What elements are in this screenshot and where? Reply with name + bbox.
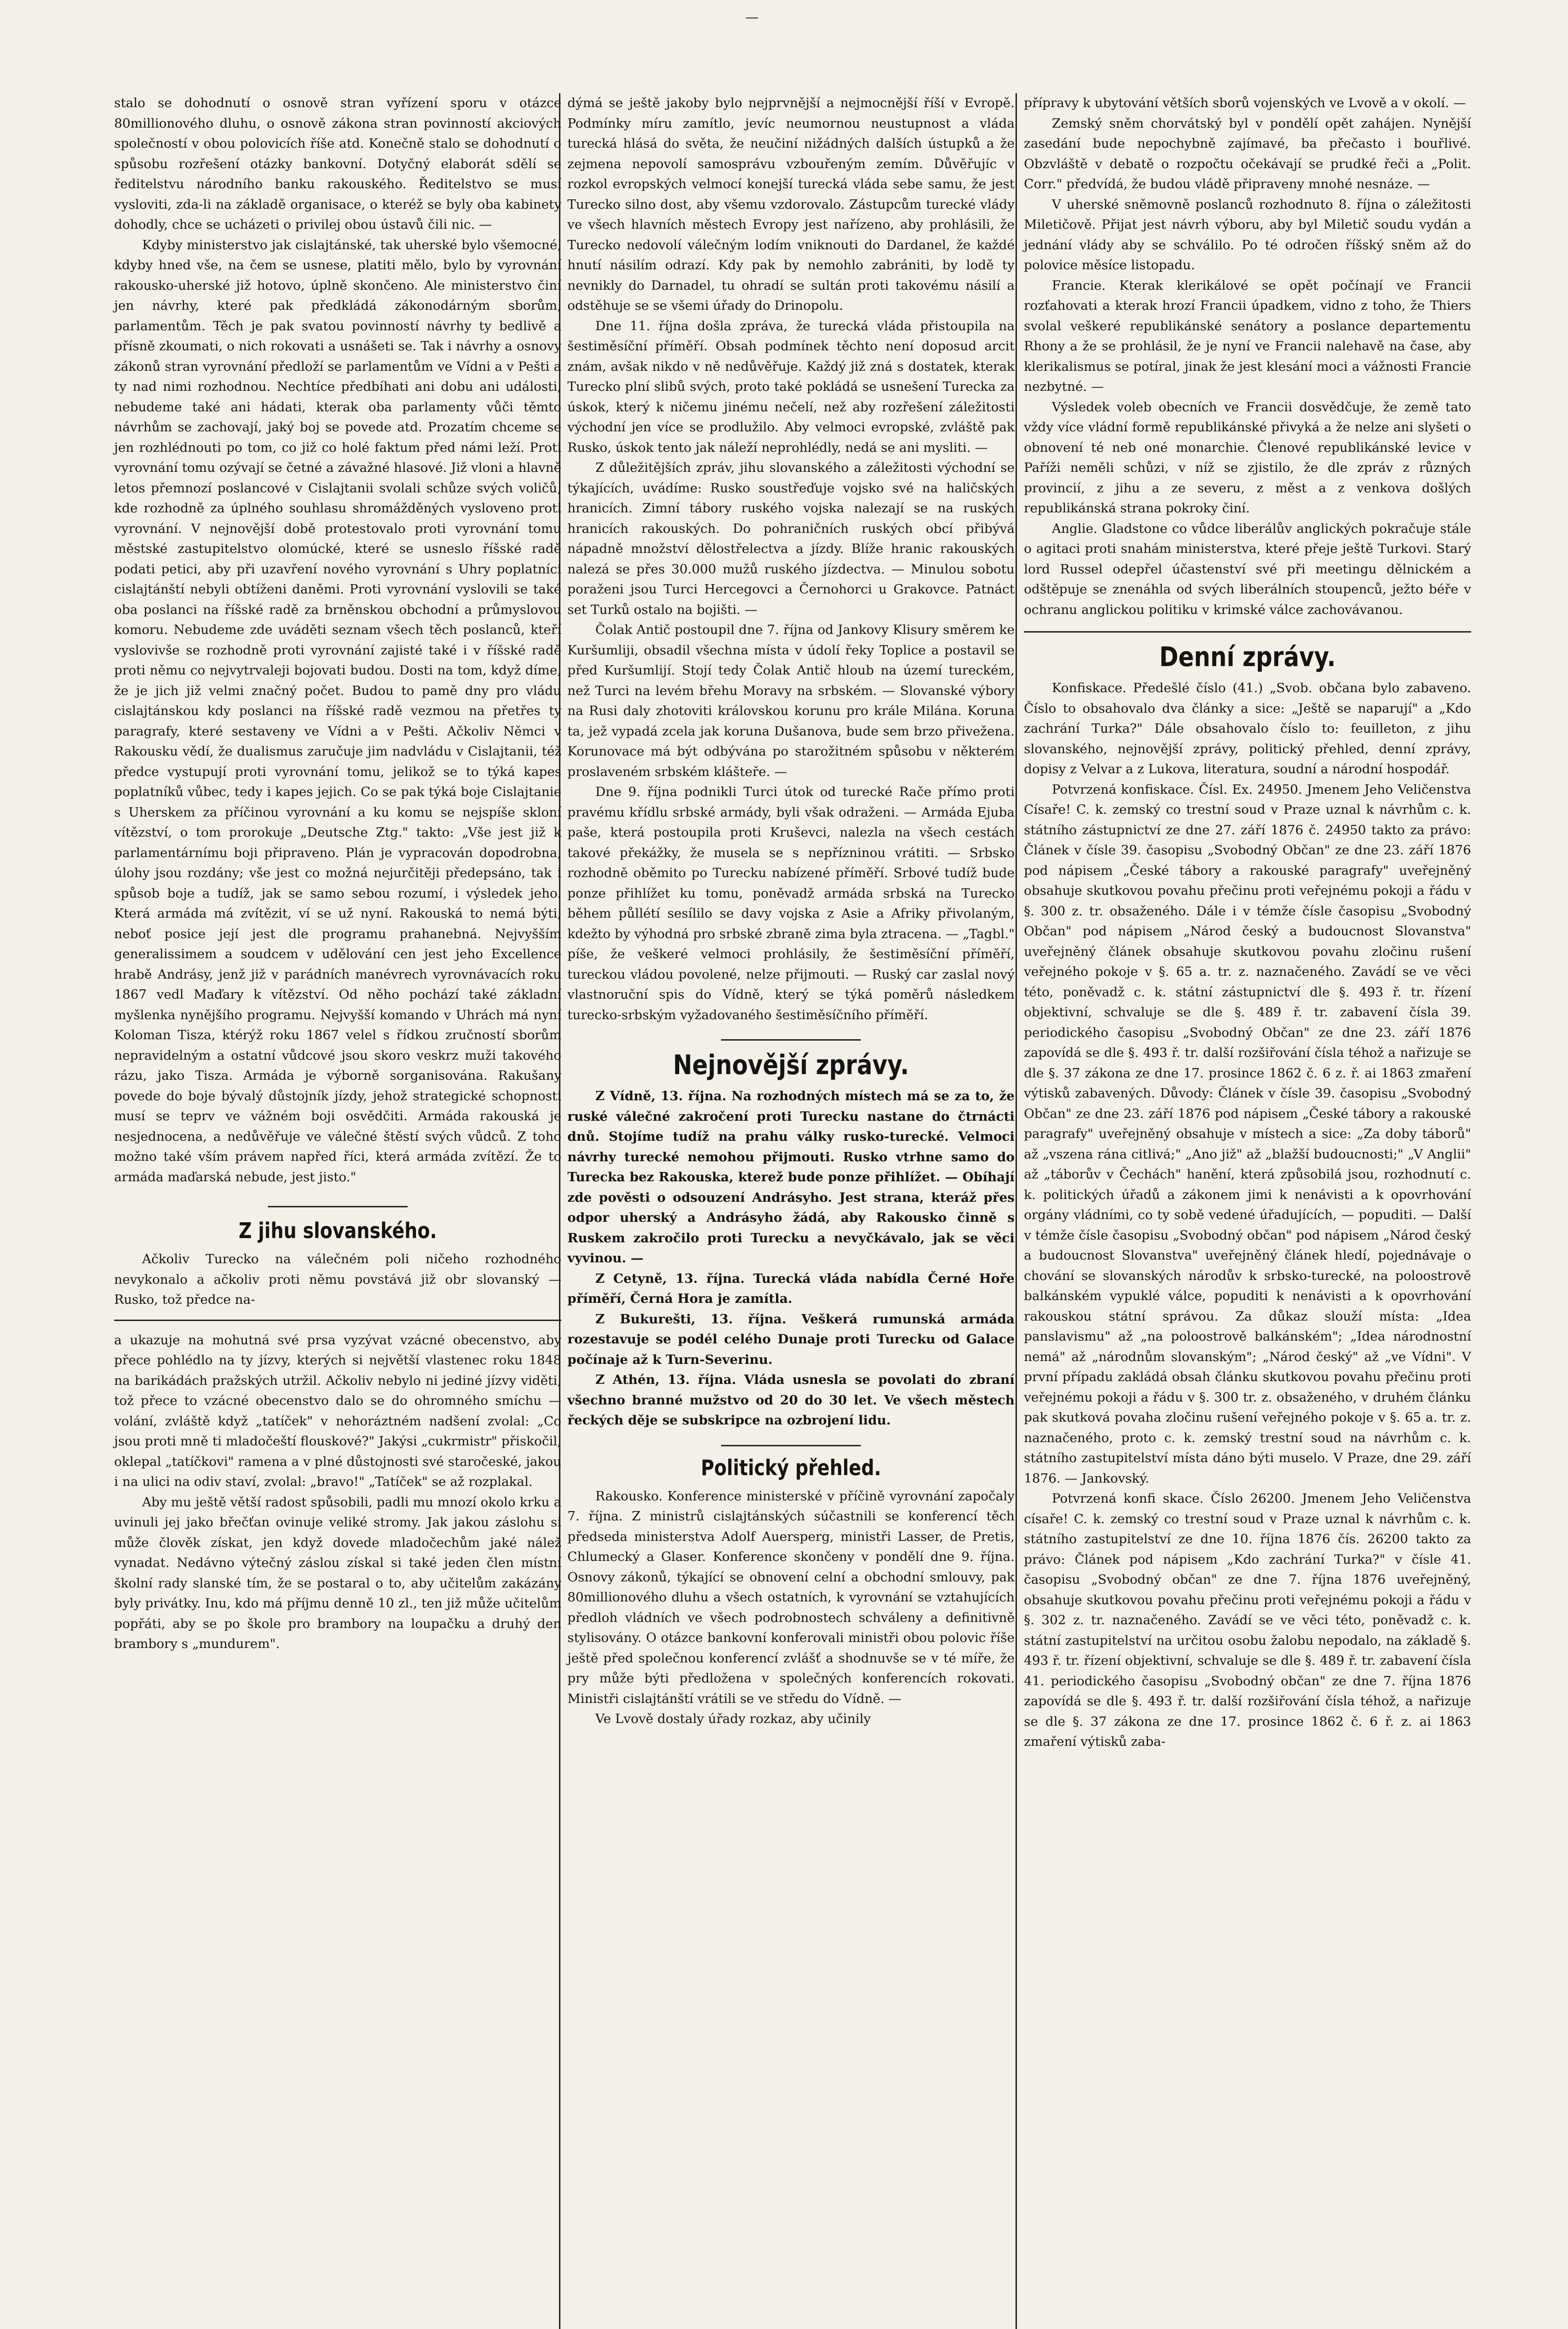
daily-potvrzena-konfiskace-2: Potvrzená konfi skace. Číslo 26200. Jmenem Jeho Veličenstva císaře! C. k. zemský co trestní soud v Praze uznal k návrhům c. k. státního zastupitelství ze dne 10. října 1876 čís. 26200 takto za právo: Článek pod nápisem „Kdo zachrání Turka?" v čísle 41. časopisu „Svobodný občan" ze dne 7. října 1876 uveřejněný, obsahuje skutkovou povahu přečinu proti veřejnému pokoji a řádu v §. 302 z. tr. naznačeného. Zavádí se ve věci této, poněvadž c. k. státní zastupitelství na určitou osobu žalobu nepodalo, na základě §. 493 ř. tr. řízení objektivní, schvaluje se dle §. 489 ř. tr. zabavení čísla 41. periodického časopisu „Svobodný občan" ze dne 7. října 1876 zapovídá se dle §. 493 ř. tr. další rozšiřování čísla téhož, a nařizuje se dle §. 37 zákona ze dne 17. prosince 1862 č. 6 ř. z. ai 1863 zmaření výtisků zaba-	[1024, 1491, 1471, 1749]
column-rule-2	[1016, 93, 1017, 2329]
column-2	[567, 93, 1015, 1730]
col2-paragraph-5: Dne 9. října podnikli Turci útok od turecké Rače přímo proti pravému křídlu srbské armády, byli však odraženi. — Armáda Ejuba paše, která postoupila proti Kruševci, nalezla na všech cestách takové překážky, že musela se s nepřízninou vrátiti. — Srbsko rozhodně oběmito po Turecku nabízené příměří. Srbové tudíž bude ponze přihlížet ku tomu, poněvadž armáda srbská na Turecko během půllétí sesílilo se davy vojska z Asie a Afriky přivolaným, kdežto by výhodná pro srbské zbraně zima byla ztracena. — „Tagbl." píše, že veškeré velmoci prohlásily, že šestiměsíční příměří, tureckou vládou povolené, nelze přijmouti. — Ruský car zaslal nový vlastnoruční spis do Vídně, který se týká poměrů následkem turecko-srbským vyžadovaného šestiměsíčního příměří.	[567, 784, 1015, 1022]
daily-potvrzena-konfiskace-1: Potvrzená konfiskace. Čísl. Ex. 24950. Jmenem Jeho Veličenstva Císaře! C. k. zemský co trestní soud v Praze uznal k návrhům c. k. státního zástupnictví ze dne 27. září 1876 č. 24950 takto za právo: Článek v čísle 39. časopisu „Svobodný Občan" ze dne 23. září 1876 pod nápisem „České tábory a rakouské paragrafy" uveřejněný obsahuje skutkovou povahu přečinu proti veřejnému pokoji a řádu v §. 300 z. tr. obsaženého. Dále i v témže čísle časopisu „Svobodný Občan" pod nápisem „Národ český a budoucnost Slovanstva" uveřejněný článek obsahuje skutkovou povahu zločinu rušení veřejného pokoje v §. 65 a. tr. z. naznačeného. Zavádí se ve věci této, poněvadž c. k. státní zástupnictví dle §. 493 ř. tr. řízení objektivní, schvaluje se dle §. 489 ř. tr. zabavení čísla 39. periodického časopisu „Svobodný Občan" ze dne 23. září 1876 zapovídá se dle §. 493 ř. tr. další rozšiřování čísla téhož a nařizuje se dle §. 37 zákona ze dne 17. prosince 1862 č. 6 z. ř. ai 1863 zmaření výtisků zabavených. Důvody: Článek v čísle 39. časopisu „Svobodný Občan" ze dne 23. září 1876 pod nápisem „České tábory a rakouské paragrafy" uveřejněný obsahuje v místech a sice: „Za doby táborů" až „vszena rána citlivá;" „Ano již" až „blažší budoucnosti;" „V Anglii" až „táborův v Čechách" hanění, která způsobilá jsou, rozhodnutí c. k. politických úřadů a zákonem jimi k nenávisti a k opovrhování orgány vládními, co ty sobě vedené úřadujících, — popuditi. — Další v témže čísle časopisu „Svobodný občan" pod nápisem „Národ český a budoucnost Slovanstva" uveřejněný článek hledí, pojednávaje o chování se slovanských národův k srbsko-turecké, na poloostrově balkánském vypuklé válce, popuditi k nenávisti a k opovrhování rakouskou státní správou. Za důkaz slouží místa: „Idea panslavismu" až „na poloostrově balkánském"; „Idea národnostní nemá" až „národnům slovanským"; „Národ český" až „ve Vídni". V první případu zakládá obsah článku skutkovou povahu přečinu proti veřejnému pokoji a řádu v §. 300 tr. z. obsaženého, v druhém článku pak skutková povaha zločinu rušení veřejného pokoje v §. 65 a. tr. z. naznačeného, proto c. k. zemský trestní soud na návrhům c. k. státního zastupitelství místa dáno býti muselo. V Praze, dne 29. září 1876. — Jankovský.	[1024, 782, 1471, 1486]
col2-paragraph-1: dýmá se ještě jakoby bylo nejprvnější a nejmocnější říší v Evropě. Podmínky míru zamítlo, jevíc neumornou neustupnost a vláda turecká hlásá do světa, že neučiní nižádných dalších ústupků a že zejmena nepovolí samosprávu vzbouřeným zemím. Důvěřujíc v rozkol evropských velmocí konejší turecká vláda sebe samu, že jest Turecko silno dost, aby všemu vzdorovalo. Zástupcům turecké vlády ve všech hlavních městech Evropy jest nařízeno, aby prohlásili, že Turecko nedovolí válečným lodím vniknouti do Dardanel, že každé hnutí násilím odrazí. Kdy pak by nemohlo zabrániti, by lodě ty nevnikly do Darnadel, tu ohradí se sultán proti takovému násilí a odstěhuje se se všemi úřady do Drinopolu.	[567, 95, 1015, 313]
col2-paragraph-2: Dne 11. října došla zpráva, že turecká vláda přistoupila na šestiměsíční příměří. Obsah podmínek těchto není doposud arcit znám, avšak nikdo v ně nedůvěřuje. Každý již zná s dostatek, kterak Turecko plní slibů svých, proto také pokládá se usnešení Turecka za úskok, který k ničemu jinému nečelí, než aby rozřešení záležitosti východní jen více se prodlužilo. Aby velmoci evropské, zvláště pak Rusko, úskok tento jak náleží neprohlédly, nedá se ani mysliti. —	[567, 318, 1015, 455]
section-separator	[1024, 631, 1471, 633]
column-3	[1024, 93, 1471, 1752]
heading-jih-slovansky: Z jihu slovanského.	[239, 1218, 437, 1243]
corner-mark: —	[745, 9, 758, 25]
news-cetinje: Z Cetyně, 13. října. Turecká vláda nabídla Černé Hoře příměří, Černá Hora je zamítla.	[567, 1271, 1015, 1306]
news-vienna: Z Vídně, 13. října. Na rozhodných místech má se za to, že ruské válečné zakročení proti Turecku nastane do čtrnácti dnů. Stojíme tudíž na prahu války rusko-turecké. Velmoci návrhy turecké nemohou přijmouti. Rusko vtrhne samo do Turecka bez Rakouska, kterež bude ponze přihlížet. — Obíhají zde pověsti o odsouzení Andrásyho. Jest strana, kteráž přes odpor uherský a Andrásyho žádá, aby Rakousko činně s Ruskem zakročilo proti Turecku a nevyčkávalo, jak se věci vyvinou. —	[567, 1089, 1015, 1266]
col3-paragraph-elections: Výsledek voleb obecních ve Francii dosvědčuje, že země tato vždy více vládní formě republikánské přivyká a že nelze ani slyšeti o obnovení té neb oné monarchie. Členové republikánské levice v Paříži neměli schůzi, v níž se zjistilo, že dle zpráv z různých provincií, z jihu a ze severu, z měst a z venkova došlých republikánská strana pokroky činí.	[1024, 399, 1471, 516]
feuilleton-rule	[114, 1320, 561, 1321]
news-athens: Z Athén, 13. října. Vláda usnesla se povolati do zbraní všechno branné mužstvo od 20 do 30 let. Ve všech městech řeckých děje se subskripce na ozbrojení lidu.	[567, 1372, 1015, 1428]
news-bucharest: Z Bukurešti, 13. října. Veškerá rumunská armáda rozestavuje se podél celého Dunaje proti Turecku od Galace počínaje až k Turn-Severinu.	[567, 1311, 1015, 1367]
col3-paragraph-2: Zemský sněm chorvátský byl v pondělí opět zahájen. Nynější zasedání bude nepochybně zajímavé, ba přečasto i bouřlivé. Obzvláště v debatě o rozpočtu očekávají se prudké řeči a „Polit. Corr." předvídá, že budou vládě připraveny mnohé nesnáze. —	[1024, 116, 1471, 191]
col1-lead: Ačkoliv Turecko na válečném poli ničeho rozhodného nevykonalo a ačkoliv proti němu povstává již obr slovanský — Rusko, tož předce na-	[114, 1252, 561, 1307]
col1-lower-paragraph-2: Aby mu ještě větší radost spůsobili, padli mu mnozí okolo krku a uvinuli jej jako břečťan ovinuje veliké stromy. Jak jakou záslohu si může člověk získat, jen když dovede mladočechům jaké nálež vynadat. Nedávno výtečný záslou získal si také jeden člen místní školní rady slanské tím, že se postaral o to, aby učitelům zakázány byly privátky. Inu, kdo má příjmu denně 10 zl., ten již může učitelům popřáti, aby se po škole pro brambory na loupačku a druhý den brambory s „mundurem".	[114, 1494, 561, 1651]
col3-paragraph-3: V uherské sněmovně poslanců rozhodnuto 8. října o záležitosti Miletičově. Přijat jest návrh výboru, aby byl Miletič soudu vydán a jednání vlády aby se schválilo. Po té odročen říšský sněm až do polovice měsíce listopadu.	[1024, 197, 1471, 272]
column-1	[114, 93, 561, 1655]
col1-paragraph-1: stalo se dohodnutí o osnově stran vyřízení sporu v otázce 80millionového dluhu, o osnově zákona stran povinností akciových společností v obou polovicích říše atd. Konečně stalo se dohodnutí o spůsobu rozřešení otázky bankovní. Dotyčný elaborát sdělí se ředitelstvu národního banku rakouského. Ředitelstvo se musí vysloviti, zda-li na základě organisace, o kteréž se byly oba kabinety dohodly, chce se ucházeti o privilej obou ústavů čili nic. —	[114, 95, 561, 232]
col3-paragraph-1: přípravy k ubytování větších sborů vojenských ve Lvově a v okolí. —	[1024, 95, 1466, 110]
col3-paragraph-france: Francie. Kterak klerikálové se opět počínají ve Francii rozťahovati a kterak hrozí Francii úpadkem, vidno z toho, že Thiers svolal veškeré republikánské senátory a poslance departementu Rhony a že se prohlásil, že je nyní ve Francii nalehavě na čase, aby klerikalismus se potíral, jinak že jest klesání moci a vážnosti Francie nezbytné. —	[1024, 278, 1471, 394]
heading-politicky-prehled: Politický přehled.	[701, 1455, 881, 1480]
heading-denni-zpravy: Denní zprávy.	[1159, 641, 1336, 673]
col1-paragraph-2: Kdyby ministerstvo jak cislajtánské, tak uherské bylo všemocné, kdyby hned vše, na čem se usnese, platiti mělo, bylo by vyrovnání rakousko-uherské již hotovo, úplně skončeno. Ale ministerstvo činí jen návrhy, které pak předkládá zákonodárným sborům, parlamentům. Těch je pak svatou povinností návrhy ty bedlivě a přísně zkoumati, o nich rokovati a usnášeti se. Tak i návrhy a osnovy zákonů stran vyrovnání předloží se parlamentům ve Vídni a v Pešti a ty nad nimi rozhodnou. Nechtíce předbíhati ani dobu ani události, nebudeme také ani hádati, kterak oba parlamenty vůči těmto návrhům se zachovají, jaký boj se povede atd. Prozatím chceme se jen rozhlédnouti po tom, co již co holé faktum před námi leží. Proti vyrovnání tomu ozývají se četné a závažné hlasové. Již vloni a hlavně letos přemnozí poslancové v Cislajtanii svolali schůze svých voličů, kde rozhodně za úplného souhlasu shromážděných vysloveno proti vyrovnání. V nejnovější době protestovalo proti vyrovnání tomu městské zastupitelstvo olomúcké, které se usneslo říšské radě podati petici, aby při uzavření nového vyrovnání s Uhry poplatníci cislajtánští nebyli obtíženi daněmi. Proti vyrovnání vyslovili se také oba poslanci na říšské radě za brněnskou obchodní a průmyslovou komoru. Nebudeme zde uváděti seznam všech těch poslanců, kteří vyslovivše se rozhodně proti vyrovnání zajisté také i v říšské radě proti němu co nejvytrvaleji bojovati budou. Dosti na tom, když díme, že je jich již velmi značný počet. Budou to pamě dny pro vládu cislajtánskou kdy poslanci na říšské radě vezmou na přetřes ty paragrafy, které sestaveny ve Vídni a v Pešti. Ačkoliv Němci v Rakousku vědí, že dualismus zaručuje jim nadvládu v Cislajtanii, též předce vystupují proti vyrovnání tomu, jelikož se to týká kapes poplatníků vůbec, tedy i kapes jejich. Co se pak týká boje Cislajtanie s Uherskem za příčinou vyrovnání a ku komu se nejspíše skloní vítězství, o tom prorokuje „Deutsche Ztg." takto: „Vše jest již k parlamentárnímu boji připraveno. Plán je vypracován dopodrobna, úlohy jsou rozdány; vše jest co možná nejurčitěji předepsáno, tak i spůsob boje a tudíž, jak se samo sebou rozumí, i výsledek jeho. Která armáda má zvítězit, ví se už nyní. Rakouská to nemá býti, neboť posice její jest dle programu prahanebná. Nejvyšším generalissimem a soudcem v udělování cen jest jeho Excellence hrabě Andrásy, jenž již v parádních manévrech vyrovnávacích roku 1867 vedl Maďary k vítězství. Od něho pochází také základní myšlenka nynějšího programu. Nejvyšší komando v Uhrách má nyní Koloman Tisza, ktérýž roku 1867 velel s řídkou zručností sborům nepravidelným a ostatní vůdcové jsou skoro veskrz muži takového rázu, jako Tisza. Armáda je výborně sorganisována. Rakušany povede do boje bývalý důstojník jízdy, jehož strategické schopnosti musí se teprv ve vážném boji osvědčiti. Armáda rakouská je nesjednocena, a nedůvěřuje ve válečné štěstí svých vůdců. Z toho možno také vším právem napřed říci, která armáda zvítězí. Že to armáda maďarská nebude, jest jisto."	[114, 237, 561, 1185]
col1-lower-paragraph-1: a ukazuje na mohutná své prsa vyzývat vzácné obecenstvo, aby přece pohlédlo na ty jízvy, kterých si největší vlastenec roku 1848 na barikádách pražských utržil. Ačkoliv nebylo ni jediné jízvy viděti, tož přece to vzácné obecenstvo dalo se do ohromného smíchu — volání, zvláště když „tatíček" v nehoráztném nadšení zvolal: „Co jsou proti mně ti mladočeští flouskové?" Jakýsi „cukrmistr" přiskočil, oklepal „tatíčkovi" ramena a v plné důstojnosti své staročeské, jakou i na ulici na odiv staví, zvolal: „bravo!" „Tatíček" se až rozplakal.	[114, 1332, 561, 1489]
section-separator	[268, 1206, 408, 1207]
col3-paragraph-england: Anglie. Gladstone co vůdce liberálův anglických pokračuje stále o agitaci proti snahám ministerstva, které přeje ještě Turkovi. Starý lord Russel odepřel účastenství své při meetingu dělnickém a odštěpuje se znenáhla od svých liberálních stoupenců, ježto béře v ochranu anglickou politiku v krimské válce zachovávanou.	[1024, 521, 1471, 617]
politics-austria: Rakousko. Konference ministerské v příčině vyrovnání započaly 7. října. Z ministrů cislajtánských súčastnili se konferencí těch předseda ministerstva Adolf Auersperg, ministři Lasser, de Pretis, Chlumecký a Glaser. Konference skončeny v pondělí dne 9. října. Osnovy zákonů, týkající se obnovení celní a obchodní smlouvy, pak 80millionového dluhu a všech ostatních, k vyrovnání se vztahujících předloh vládních ve všech podrobnostech schváleny a definitivně stylisovány. O otázce bankovní konferovali ministři obou polovic říše ještě před společnou konferencí zvlášť a shodnuvše se v té míře, že pry může býti předložena v společných konferencích rokovati. Ministři cislajtánští vrátili se ve středu do Vídně. —	[567, 1488, 1015, 1706]
section-separator	[721, 1445, 861, 1446]
daily-konfiskace: Konfiskace. Předešlé číslo (41.) „Svob. občana bylo zabaveno. Číslo to obsahovalo dva články a sice: „Ještě se naparují" a „Kdo zachrání Turka?" Dále obsahovalo číslo to: feuilleton, z jihu slovanského, nejnovější zprávy, politický přehled, denní zprávy, dopisy z Velvar a z Lukova, literatura, soudní a národní hospodář.	[1024, 681, 1471, 776]
col2-paragraph-3: Z důležitějších zpráv, jihu slovanského a záležitosti východní se týkajících, uvádíme: Rusko soustřeďuje vojsko své na haličských hranicích. Zimní tábory ruského vojska nalezají se na ruských hranicích rakouských. Do pohraničních ruských obcí přibývá nápadně množství dělostřelectva a jízdy. Blíže hranic rakouských nalezá se přes 30.000 mužů ruského jízdectva. — Minulou sobotu poraženi jsou Turci Hercegovci a Černohorci u Grakovce. Patnáct set Turků ostalo na bojišti. —	[567, 460, 1015, 617]
politics-lvov: Ve Lvově dostaly úřady rozkaz, aby učinily	[595, 1711, 871, 1726]
heading-nejnovejsi-zpravy: Nejnovější zprávy.	[673, 1049, 909, 1081]
section-separator	[721, 1039, 861, 1041]
col2-paragraph-4: Čolak Antič postoupil dne 7. října od Jankovy Klisury směrem ke Kuršumliji, obsadil všechna místa v údolí řeky Toplice a postavil se před Kuršumlijí. Stojí tedy Čolak Antič hloub na území tureckém, než Turci na levém břehu Moravy na srbském. — Slovanské výbory na Rusi daly zhotoviti královskou korunu pro krále Milána. Koruna ta, jež vypadá zcela jak koruna Dušanova, bude sem brzo přivežena. Korunovace má být odbývána po starožitném spůsobu v některém proslaveném srbském klášteře. —	[567, 622, 1015, 779]
